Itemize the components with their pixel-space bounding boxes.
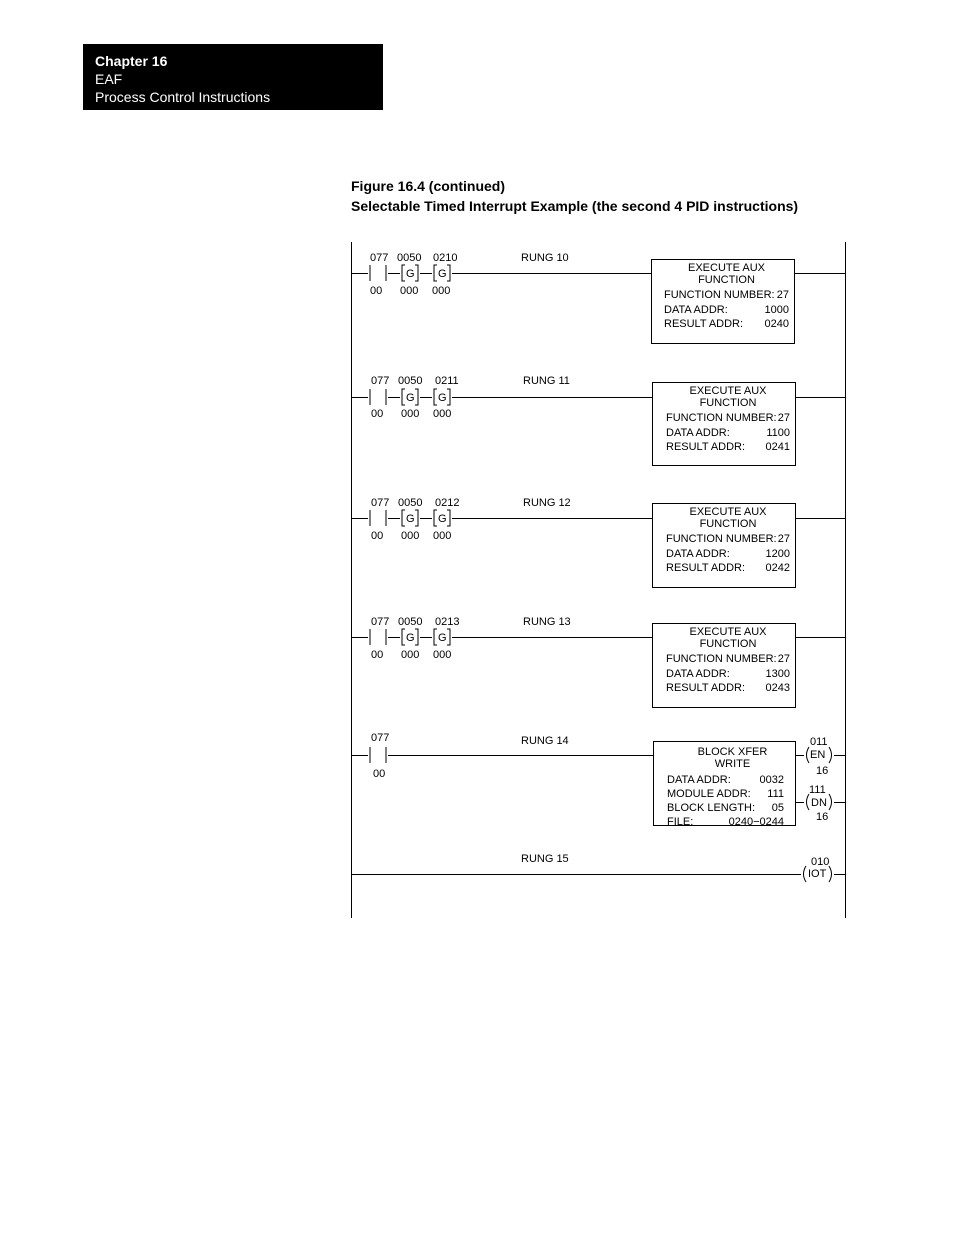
- en-label: EN: [810, 749, 826, 761]
- figure-caption: Figure 16.4 (continued): [351, 178, 506, 194]
- rung-label: RUNG 13: [523, 616, 571, 628]
- examine-on-contact-icon: [368, 389, 388, 405]
- right-power-rail: [845, 242, 846, 918]
- contact-address: 077: [371, 616, 390, 628]
- get-address: 0213: [435, 616, 460, 628]
- chapter-number: Chapter 16: [95, 53, 168, 69]
- get-address: 0211: [435, 375, 459, 387]
- examine-on-contact-icon: [368, 747, 388, 763]
- contact-bit: 00: [371, 408, 384, 420]
- get-value: 000: [433, 408, 452, 420]
- examine-on-contact-icon: [368, 510, 388, 526]
- contact-address: 077: [370, 252, 389, 264]
- rung-label: RUNG 12: [523, 497, 571, 509]
- dn-address: 111: [809, 784, 826, 796]
- figure-title: Selectable Timed Interrupt Example (the second 4 PID instructions): [351, 198, 799, 214]
- get-address: 0050: [398, 497, 423, 509]
- execute-aux-function-block: EXECUTE AUX FUNCTION FUNCTION NUMBER: 27 DATA ADDR: 1100 RESULT ADDR: 0241: [652, 382, 796, 466]
- rung-label: RUNG 14: [521, 735, 569, 747]
- contact-address: 077: [371, 375, 390, 387]
- get-value: 000: [400, 285, 419, 297]
- contact-bit: 00: [370, 285, 383, 297]
- chapter-subject: EAF: [95, 71, 123, 87]
- iot-label: IOT: [808, 868, 827, 880]
- get-label: G: [406, 268, 415, 280]
- get-address: 0210: [433, 252, 458, 264]
- examine-on-contact-icon: [368, 629, 388, 645]
- get-address: 0212: [435, 497, 460, 509]
- get-label: G: [438, 632, 447, 644]
- get-address: 0050: [397, 252, 422, 264]
- execute-aux-function-block: EXECUTE AUX FUNCTION FUNCTION NUMBER: 27 DATA ADDR: 1300 RESULT ADDR: 0243: [652, 623, 796, 708]
- get-address: 0050: [398, 616, 423, 628]
- get-value: 000: [433, 649, 452, 661]
- dn-label: DN: [811, 797, 827, 809]
- get-label: G: [438, 392, 447, 404]
- examine-on-contact-icon: [368, 265, 388, 281]
- rung-label: RUNG 15: [521, 853, 569, 865]
- contact-address: 077: [371, 732, 390, 744]
- en-address: 011: [810, 736, 828, 748]
- en-bit: 16: [816, 765, 829, 777]
- execute-aux-function-block: EXECUTE AUX FUNCTION FUNCTION NUMBER: 27 DATA ADDR: 1200 RESULT ADDR: 0242: [652, 503, 796, 588]
- contact-bit: 00: [371, 649, 384, 661]
- get-value: 000: [432, 285, 451, 297]
- get-value: 000: [401, 530, 420, 542]
- block-xfer-write-block: BLOCK XFER WRITE DATA ADDR: 0032 MODULE ADDR: 111 BLOCK LENGTH: 05 FILE: 0240−0244: [653, 741, 796, 826]
- chapter-title: Process Control Instructions: [95, 89, 271, 105]
- get-address: 0050: [398, 375, 423, 387]
- rung-label: RUNG 11: [523, 375, 570, 387]
- get-label: G: [438, 513, 447, 525]
- left-power-rail: [351, 242, 352, 918]
- get-label: G: [406, 632, 415, 644]
- iot-address: 010: [811, 856, 830, 868]
- get-value: 000: [401, 408, 420, 420]
- chapter-header: [83, 44, 383, 110]
- dn-bit: 16: [816, 811, 829, 823]
- get-label: G: [406, 513, 415, 525]
- execute-aux-function-block: EXECUTE AUX FUNCTION FUNCTION NUMBER: 27 DATA ADDR: 1000 RESULT ADDR: 0240: [651, 259, 795, 344]
- contact-bit: 00: [371, 530, 384, 542]
- get-value: 000: [433, 530, 452, 542]
- get-value: 000: [401, 649, 420, 661]
- contact-address: 077: [371, 497, 390, 509]
- contact-bit: 00: [373, 768, 386, 780]
- rung-label: RUNG 10: [521, 252, 569, 264]
- get-label: G: [438, 268, 447, 280]
- get-label: G: [406, 392, 415, 404]
